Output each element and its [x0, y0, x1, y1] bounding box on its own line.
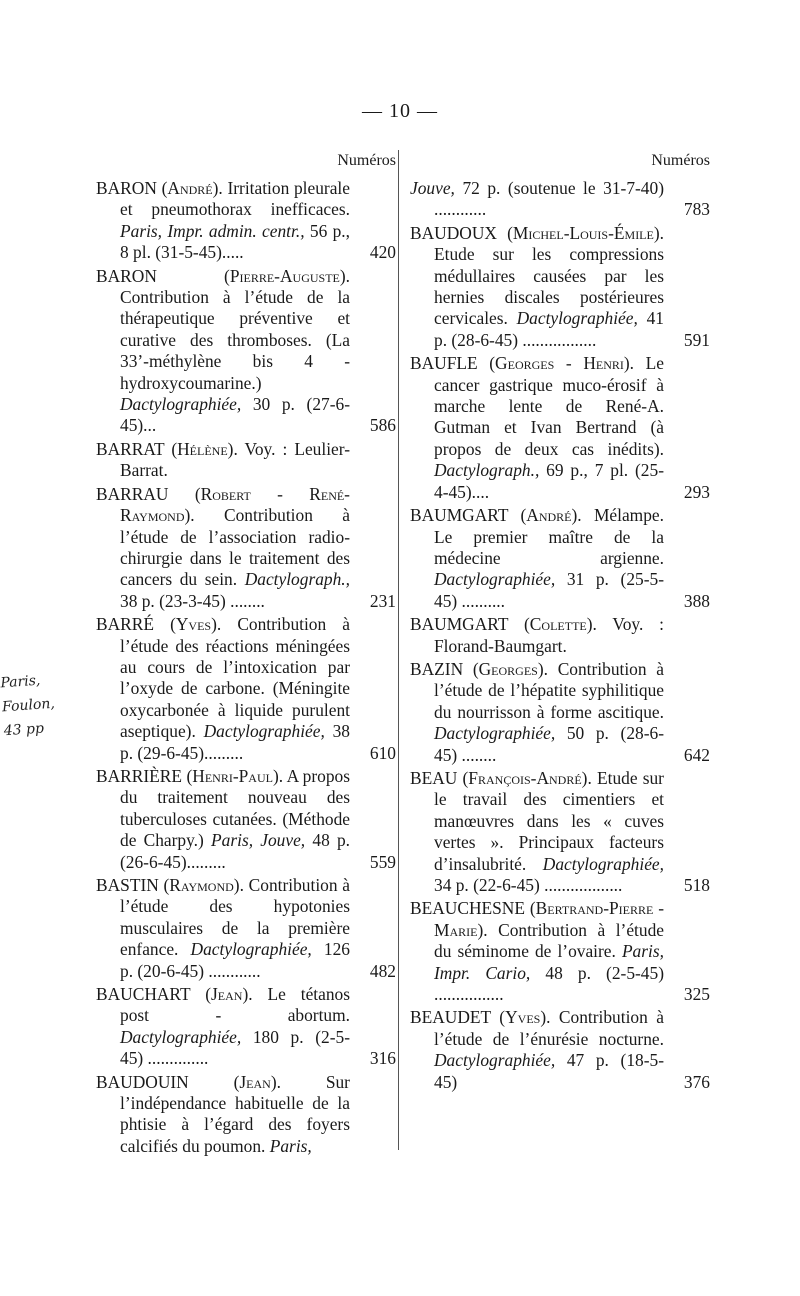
imprint: Paris, Impr. Cario, — [434, 941, 664, 983]
author-name: BAZIN — [410, 658, 464, 679]
entry-text — [96, 984, 396, 1070]
thesis-number: 482 — [369, 960, 396, 981]
catalog-entry — [410, 768, 710, 896]
author-given-name: (Bertrand-Pierre - Marie). — [434, 898, 664, 940]
catalog-entry — [96, 875, 396, 982]
author-given-name: (Michel-Louis-Émile). — [507, 222, 664, 243]
imprint: Dactylographiée, — [434, 723, 556, 744]
author-given-name: (Yves). — [499, 1007, 551, 1028]
thesis-number: 325 — [683, 984, 710, 1005]
catalog-entry — [96, 178, 396, 264]
thesis-number: 559 — [369, 851, 396, 872]
right-column — [410, 150, 710, 1095]
pagination-date: 31 p. (25-5-45) .......... — [434, 569, 664, 611]
catalog-entry — [410, 614, 710, 657]
thesis-title: Contribution à l’étude de l’hépatite syphilitique du nourrisson à forme ascitique. — [434, 658, 664, 722]
pagination-date: Leulier-Barrat. — [120, 438, 350, 481]
author-given-name: (Henri-Paul). — [186, 765, 284, 786]
column-divider — [398, 150, 399, 1150]
catalog-entry — [410, 659, 710, 766]
imprint: Paris, Jouve, — [211, 830, 306, 851]
thesis-title: Contribution à l’étude de la thérapeutique préventive et curative des thromboses. (La 33’-méthylène bis 4 - hydroxycoumarine.) — [120, 287, 350, 393]
thesis-title: Contribution à l’étude des hypotonies musculaires de la première enfance. — [120, 875, 350, 960]
pagination-date: 48 p. (26-6-45)......... — [120, 830, 351, 872]
pagination-date: 69 p., 7 pl. (25-4-45).... — [434, 460, 664, 502]
author-name: BAUDOUX — [410, 222, 497, 243]
thesis-number: 610 — [369, 742, 396, 763]
imprint: Dactylograph., — [434, 460, 540, 481]
catalog-entry — [96, 439, 396, 482]
author-given-name: (André). — [161, 178, 223, 198]
thesis-number: 518 — [683, 875, 710, 895]
entry-text — [96, 1071, 396, 1158]
entry-text — [96, 765, 396, 873]
thesis-title: Voy. : — [244, 438, 288, 459]
author-name: BAUMGART — [410, 505, 509, 526]
author-given-name: (Georges). — [472, 658, 548, 679]
catalog-entry — [96, 614, 396, 764]
thesis-number: 231 — [369, 590, 396, 611]
catalog-entry — [410, 505, 710, 612]
imprint: Dactylographiée, — [203, 721, 325, 742]
catalog-entry — [96, 484, 396, 612]
imprint: Dactylograph., — [244, 569, 350, 590]
author-name: BASTIN — [96, 875, 159, 895]
thesis-number: 642 — [683, 744, 710, 765]
entry-text — [410, 767, 710, 896]
author-given-name: (Jean). — [233, 1071, 281, 1092]
thesis-number: 591 — [683, 329, 710, 350]
entry-text — [410, 222, 710, 351]
imprint: Dactylographiée, — [434, 1050, 556, 1071]
pagination-date: 47 p. (18-5-45) — [434, 1050, 664, 1092]
pagination-date: 126 p. (20-6-45) ............ — [120, 939, 350, 981]
entry-text — [410, 1007, 710, 1093]
margin-note-line: Paris, Foulon, — [0, 672, 56, 716]
imprint: Dactylographiée, — [120, 1026, 242, 1047]
author-name: BEAU — [410, 767, 458, 788]
pagination-date: 48 p. (2-5-45) ................ — [434, 962, 664, 1005]
thesis-title: A propos du traitement nouveau des tuberculoses cutanées. (Méthode de Charpy.) — [120, 765, 350, 851]
thesis-number: 586 — [369, 415, 396, 436]
author-given-name: (Hélène). — [171, 438, 238, 459]
author-given-name: (Jean). — [205, 984, 253, 1005]
entry-text — [96, 265, 396, 437]
author-name: BAUFLE — [410, 353, 478, 374]
catalog-entry — [410, 353, 710, 503]
entry-text — [96, 438, 396, 482]
catalog-entry — [96, 266, 396, 437]
entry-text — [410, 898, 710, 1005]
author-name: BARRAT — [96, 438, 165, 459]
author-name: BARON — [96, 178, 157, 198]
thesis-number: 420 — [369, 242, 396, 263]
author-name: BAUDOUIN — [96, 1071, 189, 1092]
author-name: BAUMGART — [410, 614, 509, 635]
author-given-name: (Robert - René-Raymond). — [120, 483, 350, 526]
thesis-title: Contribution à l’étude du séminome de l’ovaire. — [434, 919, 664, 962]
pagination-date: Florand-Baumgart. — [434, 635, 567, 656]
pagination-date: 180 p. (2-5-45) .............. — [120, 1026, 350, 1069]
pagination-date: 30 p. (27-6-45)... — [120, 394, 350, 436]
page-number: — 10 — — [362, 100, 438, 122]
author-name: BAUCHART — [96, 984, 191, 1005]
entry-text — [410, 353, 710, 503]
catalog-entry — [410, 1007, 710, 1093]
thesis-number: 293 — [683, 481, 710, 502]
pagination-date: 41 p. (28-6-45) ................. — [434, 308, 664, 350]
author-name: BARRÉ — [96, 614, 154, 635]
author-name: BEAUDET — [410, 1007, 491, 1028]
author-given-name: (Pierre-Auguste). — [224, 265, 350, 286]
author-given-name: (André). — [520, 505, 582, 526]
thesis-title: Irritation pleurale et pneumothorax inefficaces. — [120, 178, 350, 220]
imprint: Dactylographiée, — [542, 853, 664, 874]
handwritten-margin-note — [0, 665, 100, 744]
pagination-date: 34 p. (22-6-45) .................. — [434, 875, 623, 895]
pagination-date: 56 p., 8 pl. (31-5-45)..... — [120, 220, 350, 263]
column-header: Numéros — [651, 152, 710, 169]
column-header: Numéros — [337, 152, 396, 169]
entry-text — [410, 614, 710, 657]
pagination-date: 50 p. (28-6-45) ........ — [434, 723, 664, 765]
thesis-title: Le tétanos post - abortum. — [120, 984, 350, 1026]
entry-text — [96, 614, 396, 764]
catalog-entry — [410, 178, 710, 221]
author-given-name: (Georges - Henri). — [489, 353, 635, 374]
author-given-name: (Colette). — [524, 614, 597, 635]
imprint: Dactylographiée, — [434, 569, 556, 590]
thesis-number: 783 — [683, 199, 710, 220]
author-given-name: (Raymond). — [163, 875, 244, 895]
thesis-title: Sur l’indépendance habituelle de la phtisie à l’égard des foyers calcifiés du poumon. — [120, 1071, 350, 1156]
thesis-title: Etude sur les compressions médullaires causées par les hernies discales postérieures cervicales. — [434, 244, 664, 329]
catalog-entry — [96, 984, 396, 1070]
catalog-entry — [96, 766, 396, 873]
imprint: Jouve, — [410, 178, 455, 198]
imprint: Dactylographiée, — [120, 394, 242, 415]
thesis-number: 316 — [369, 1048, 396, 1069]
entry-text — [96, 875, 396, 982]
author-name: BARON — [96, 265, 157, 286]
entry-text — [410, 178, 710, 221]
entry-text — [410, 658, 710, 766]
author-given-name: (Yves). — [170, 614, 222, 635]
left-column — [96, 150, 396, 1159]
author-name: BEAUCHESNE — [410, 898, 525, 919]
pagination-date: 72 p. (soutenue le 31-7-40) ............ — [434, 178, 664, 220]
thesis-title: Contribution à l’étude des réactions méningées au cours de l’intoxication par l’oxyde de carbone. (Méningite oxycarbonée à liquide purulent aseptique). — [120, 614, 350, 742]
entry-text — [96, 178, 396, 264]
thesis-title: Contribution à l’étude de l’association radio-chirurgie dans le traitement des cancers du sein. — [120, 505, 350, 590]
imprint: Paris, — [269, 1135, 312, 1156]
thesis-title: Le cancer gastrique muco-érosif à marche lente de René-A. Gutman et Ivan Bertrand (à propos de deux cas inédits). — [434, 353, 664, 459]
thesis-title: Voy. : — [612, 614, 664, 635]
imprint: Dactylographiée, — [516, 308, 638, 329]
imprint: Dactylographiée, — [190, 939, 312, 960]
entry-text — [410, 505, 710, 612]
author-given-name: (François-André). — [462, 767, 592, 788]
imprint: Paris, Impr. admin. centr., — [120, 220, 305, 241]
margin-note-line: 43 pp — [3, 720, 45, 740]
thesis-title: Mélampe. Le premier maître de la médecine argienne. — [434, 505, 664, 568]
author-name: BARRIÈRE — [96, 765, 182, 786]
catalog-entry — [96, 1072, 396, 1158]
thesis-number: 388 — [683, 590, 710, 611]
author-name: BARRAU — [96, 483, 169, 504]
entry-text — [96, 483, 396, 612]
catalog-entry — [410, 898, 710, 1005]
thesis-number: 376 — [683, 1071, 710, 1092]
pagination-date: 38 p. (29-6-45)......... — [120, 721, 350, 763]
thesis-title: Etude sur le travail des cimentiers et manœuvres dans les « cuves vertes ». Principaux facteurs d’insalubrité. — [434, 767, 664, 874]
thesis-title: Contribution à l’étude de l’énurésie nocturne. — [434, 1007, 664, 1049]
pagination-date: 38 p. (23-3-45) ........ — [120, 590, 265, 611]
catalog-entry — [410, 223, 710, 351]
